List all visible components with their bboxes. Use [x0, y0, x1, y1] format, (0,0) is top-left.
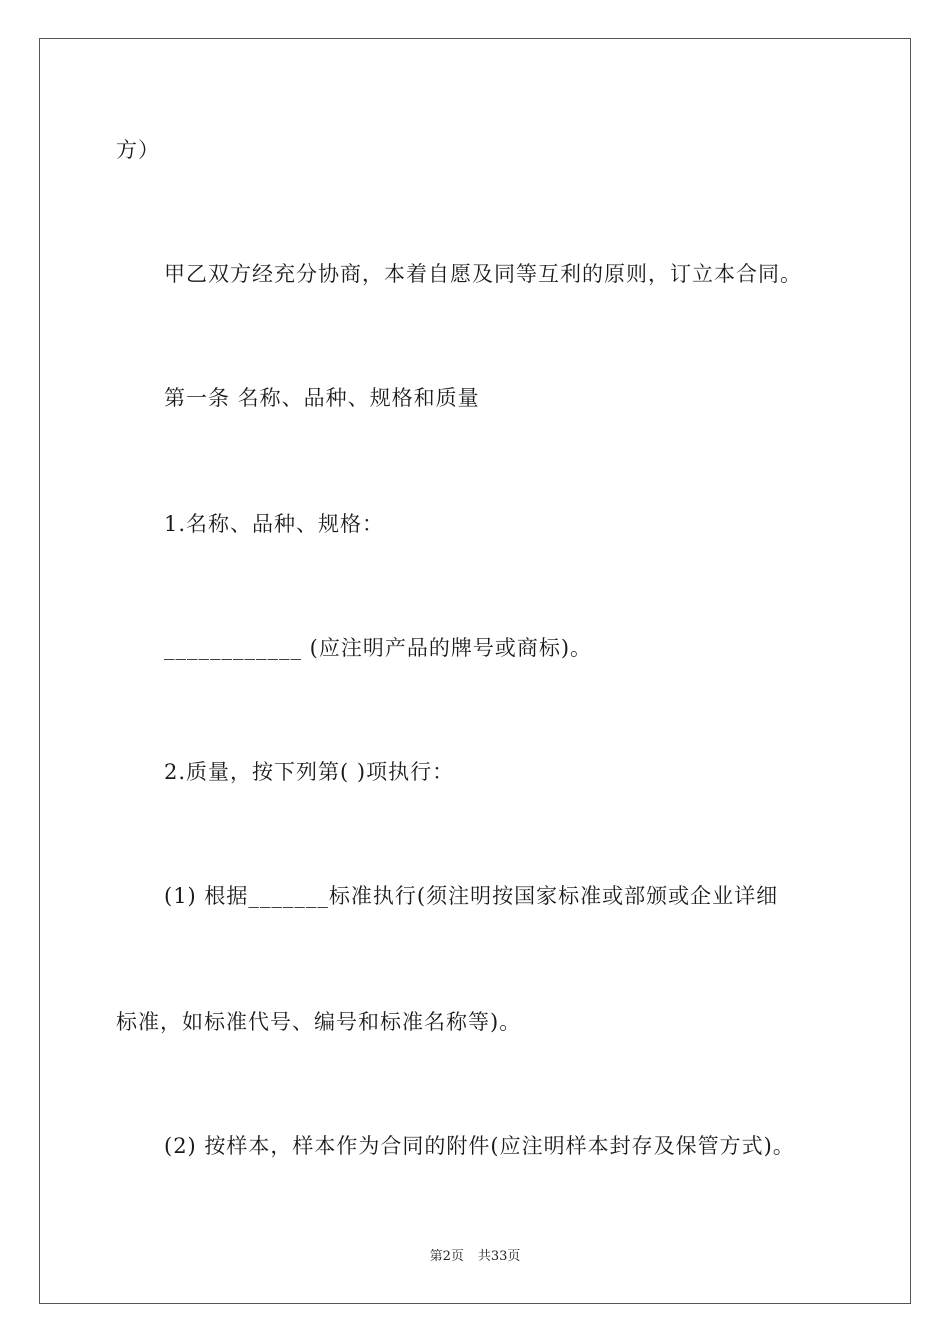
- page-total: 共33页: [477, 1249, 521, 1264]
- clause-item-1-detail: ____________ (应注明产品的牌号或商标)。: [164, 636, 593, 660]
- article-heading: 第一条 名称、品种、规格和质量: [164, 386, 480, 410]
- clause-item-1: 1.名称、品种、规格：: [164, 512, 385, 536]
- clause-subitem-2: (2) 按样本，样本作为合同的附件(应注明样本封存及保管方式)。: [164, 1134, 795, 1158]
- paragraph-preamble: 甲乙双方经充分协商，本着自愿及同等互利的原则，订立本合同。: [164, 262, 802, 286]
- clause-subitem-1-continued: 标准，如标准代号、编号和标准名称等)。: [116, 1010, 522, 1034]
- paragraph-continuation: 方）: [116, 138, 160, 162]
- page-number: 第2页: [429, 1249, 464, 1264]
- clause-subitem-1: (1) 根据_______标准执行(须注明按国家标准或部颁或企业详细: [164, 884, 779, 908]
- page-frame: [39, 38, 911, 1304]
- page-footer: [0, 1248, 950, 1266]
- clause-item-2: 2.质量，按下列第( )项执行：: [164, 760, 455, 784]
